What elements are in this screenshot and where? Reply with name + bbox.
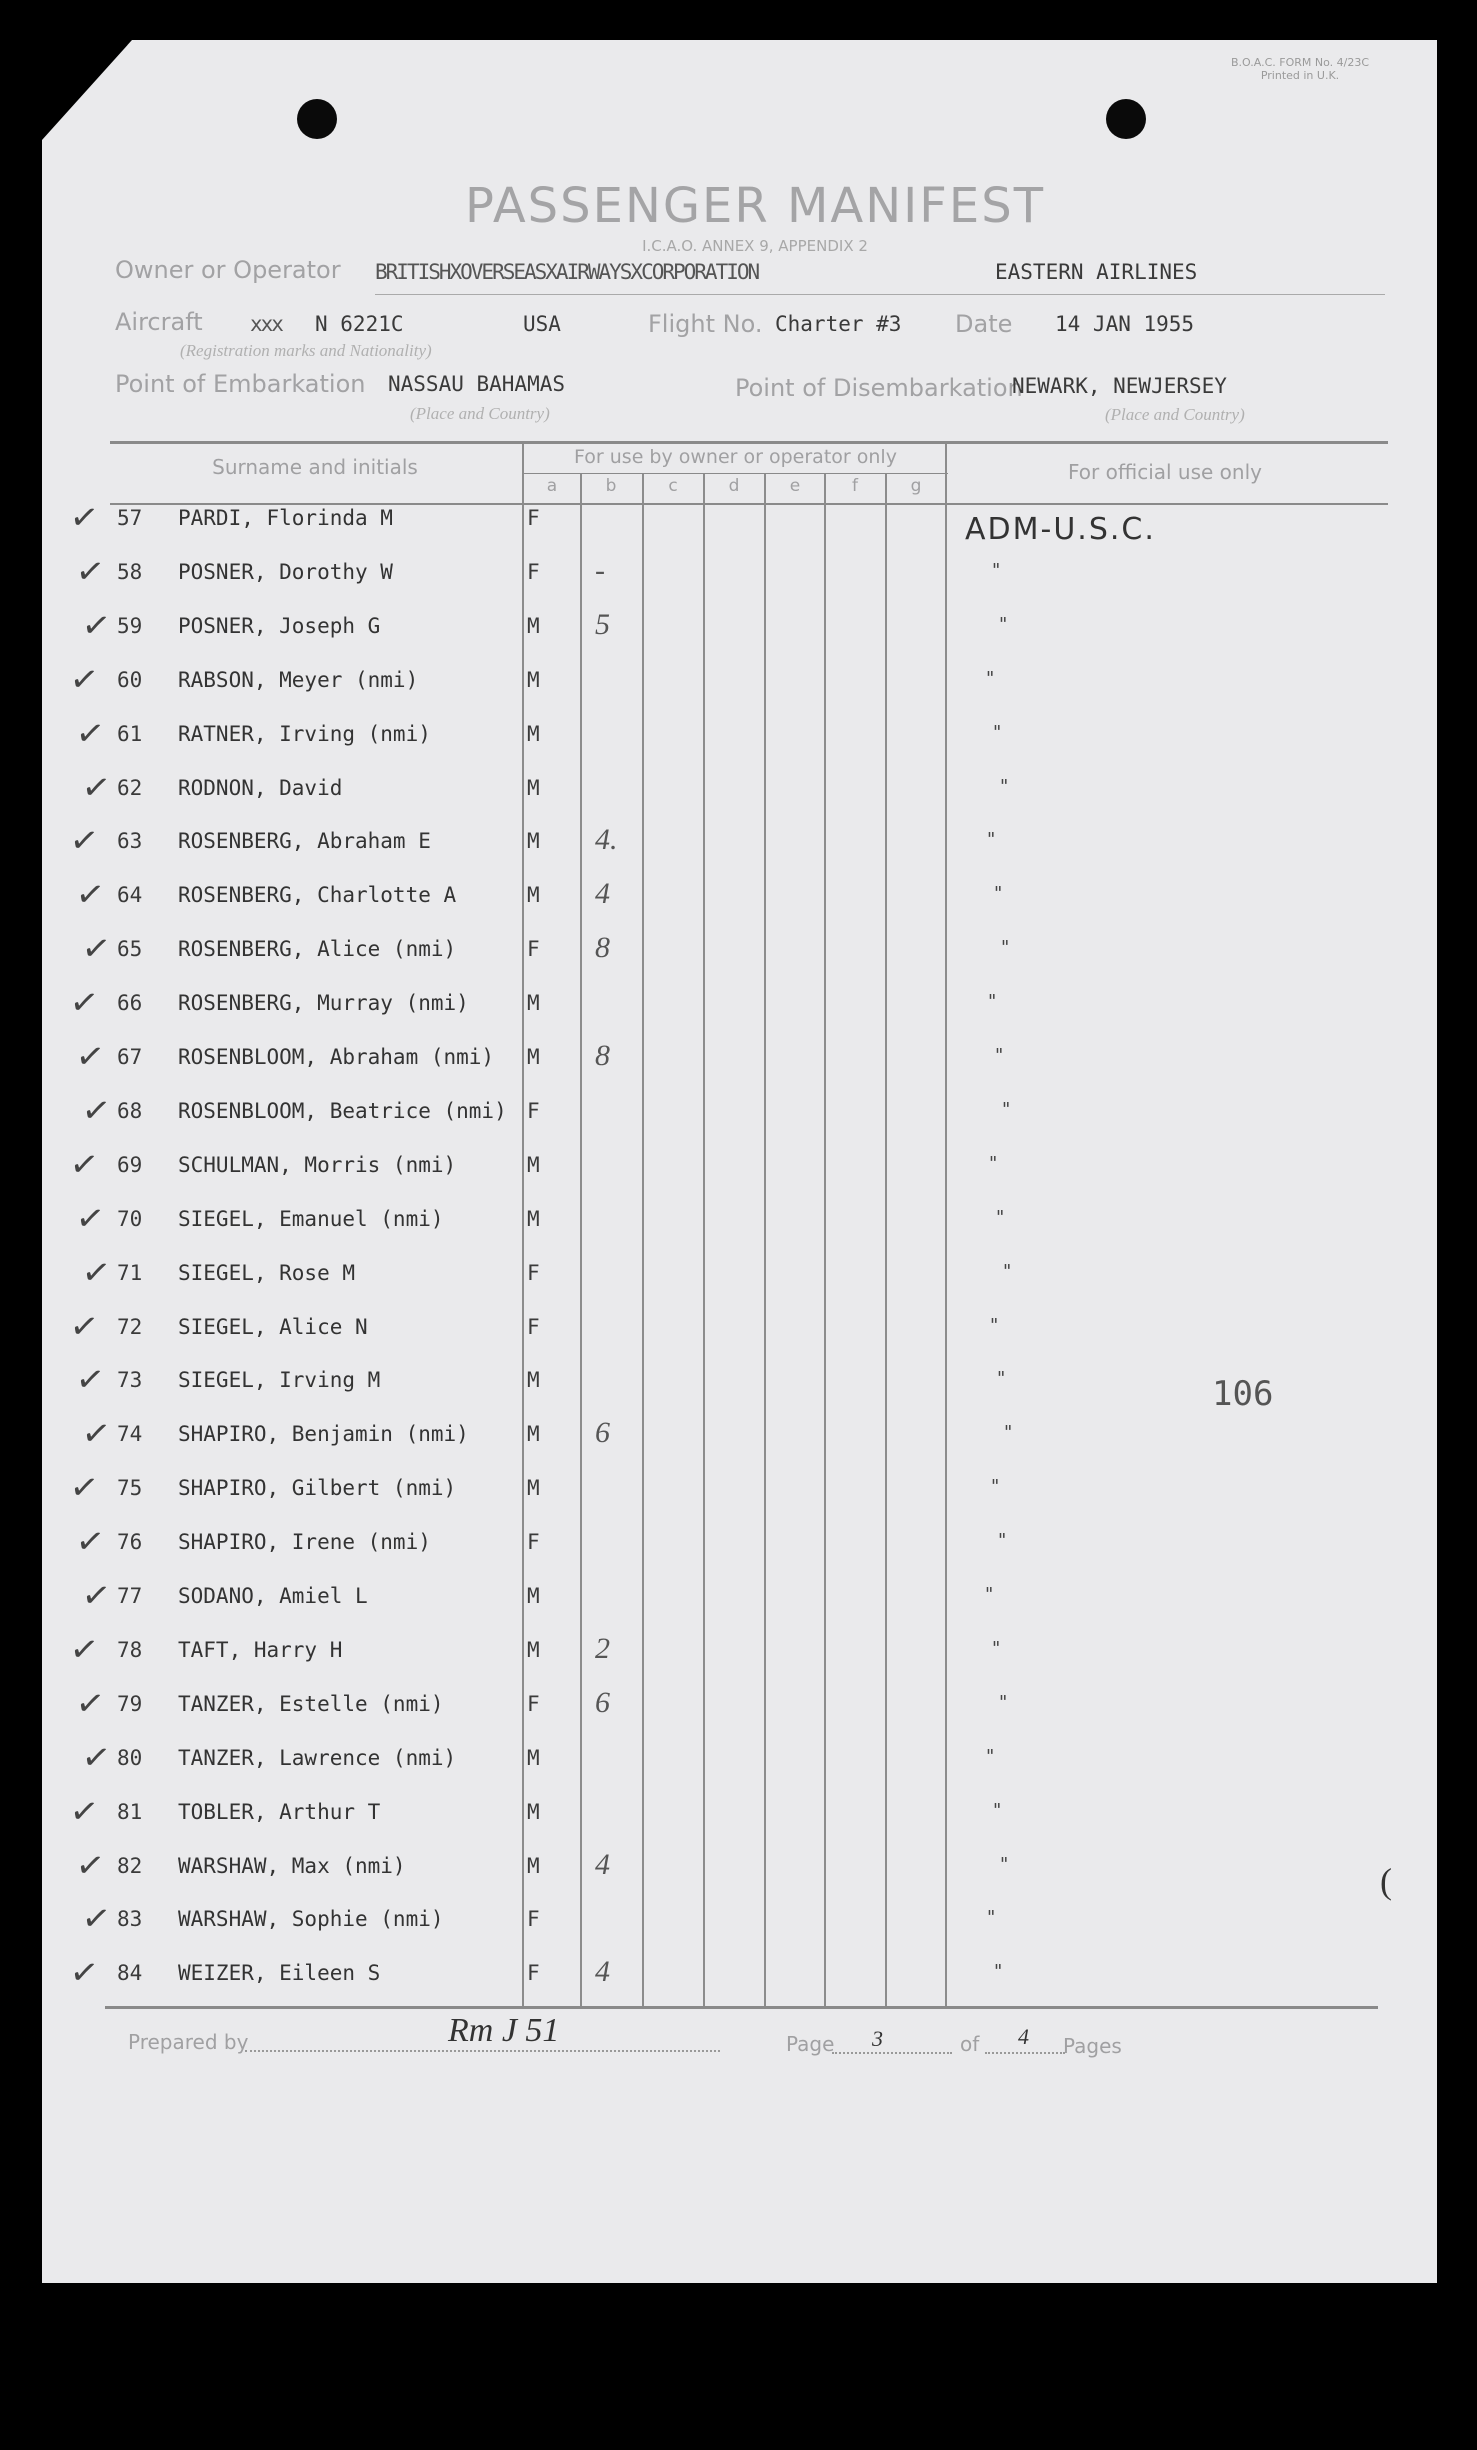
passenger-name: TOBLER, Arthur T [178, 1800, 381, 1824]
official-ditto-mark: " [1000, 776, 1009, 797]
operator-col-b: 6 [595, 1686, 610, 1719]
official-ditto-mark: " [996, 1207, 1005, 1228]
disembarkation-hint: (Place and Country) [1105, 405, 1245, 424]
col-divider-f [885, 474, 887, 2006]
check-mark-icon: ✓ [67, 1466, 102, 1510]
passenger-sex: M [527, 614, 540, 638]
operator-col-b: 5 [595, 608, 610, 641]
official-ditto-mark: " [993, 722, 1002, 743]
check-mark-icon: ✓ [79, 1251, 114, 1295]
official-ditto-mark: " [992, 1638, 1001, 1659]
official-ditto-mark: " [993, 1800, 1002, 1821]
subcol-a: a [546, 476, 558, 496]
passenger-name: PARDI, Florinda M [178, 506, 393, 530]
margin-mark: ( [1380, 1861, 1392, 1901]
passenger-sex: M [527, 1422, 540, 1446]
check-mark-icon: ✓ [73, 550, 108, 594]
col-divider-d [764, 474, 766, 2006]
operator-col-b: 4 [595, 1955, 610, 1988]
passenger-sex: F [527, 937, 540, 961]
passenger-sex: F [527, 1315, 540, 1339]
col-divider-e [824, 474, 826, 2006]
check-mark-icon: ✓ [79, 1089, 114, 1133]
operator-col-b: 6 [595, 1416, 610, 1449]
subcol-b: b [605, 476, 617, 496]
passenger-name: TANZER, Lawrence (nmi) [178, 1746, 457, 1770]
passenger-number: 82 [117, 1854, 143, 1878]
passenger-number: 63 [117, 829, 143, 853]
official-ditto-mark: " [992, 560, 1001, 581]
passenger-sex: M [527, 1476, 540, 1500]
passenger-name: RABSON, Meyer (nmi) [178, 668, 419, 692]
official-ditto-mark: " [987, 829, 996, 850]
passenger-sex: M [527, 1207, 540, 1231]
owner-underline [375, 294, 1385, 295]
passenger-name: ROSENBLOOM, Beatrice (nmi) [178, 1099, 507, 1123]
owner-label: Owner or Operator [115, 256, 341, 284]
embarkation-hint: (Place and Country) [410, 404, 550, 423]
passenger-name: TANZER, Estelle (nmi) [178, 1692, 444, 1716]
operator-col-b: 2 [595, 1632, 610, 1665]
passenger-sex: F [527, 1530, 540, 1554]
check-mark-icon: ✓ [67, 1951, 102, 1995]
passenger-number: 69 [117, 1153, 143, 1177]
passenger-number: 78 [117, 1638, 143, 1662]
page-label: Page [786, 2032, 835, 2056]
check-mark-icon: ✓ [73, 1197, 108, 1241]
operator-column-header: For use by owner or operator only [574, 446, 897, 468]
official-ditto-mark: " [999, 1692, 1008, 1713]
passenger-name: ROSENBERG, Abraham E [178, 829, 431, 853]
passenger-name: SIEGEL, Rose M [178, 1261, 356, 1285]
passenger-sex: F [527, 1961, 540, 1985]
official-ditto-mark: " [1003, 1261, 1012, 1282]
official-column-header: For official use only [1068, 460, 1262, 484]
operator-col-b: 4 [595, 1848, 610, 1881]
page-line [832, 2052, 952, 2054]
passenger-sex: M [527, 829, 540, 853]
passenger-name: SHAPIRO, Benjamin (nmi) [178, 1422, 469, 1446]
aircraft-nationality: USA [523, 312, 561, 336]
official-ditto-mark: " [1002, 1099, 1011, 1120]
subcol-c: c [668, 476, 678, 496]
passenger-name: POSNER, Joseph G [178, 614, 381, 638]
torn-corner [42, 40, 132, 140]
flight-value: Charter #3 [775, 312, 902, 336]
check-mark-icon: ✓ [67, 1143, 102, 1187]
passenger-sex: M [527, 1746, 540, 1770]
passenger-number: 72 [117, 1315, 143, 1339]
check-mark-icon: ✓ [73, 712, 108, 756]
official-ditto-mark: " [999, 614, 1008, 635]
official-ditto-mark: " [1004, 1422, 1013, 1443]
aircraft-registration: N 6221C [315, 312, 404, 336]
official-ditto-mark: " [988, 991, 997, 1012]
operator-col-b: 8 [595, 1039, 610, 1072]
flight-label: Flight No. [648, 310, 763, 338]
form-number: B.O.A.C. FORM No. 4/23C Printed in U.K. [1230, 56, 1369, 82]
of-label: of [960, 2032, 980, 2056]
passenger-number: 73 [117, 1368, 143, 1392]
official-ditto-mark: " [990, 1315, 999, 1336]
date-label: Date [955, 310, 1013, 338]
passenger-number: 61 [117, 722, 143, 746]
passenger-name: TAFT, Harry H [178, 1638, 343, 1662]
col-divider-official [945, 444, 947, 2006]
passenger-name: SCHULMAN, Morris (nmi) [178, 1153, 457, 1177]
passenger-sex: M [527, 991, 540, 1015]
col-divider-a [580, 474, 582, 2006]
check-mark-icon: ✓ [67, 496, 102, 540]
passenger-sex: M [527, 1854, 540, 1878]
col-divider-b [642, 474, 644, 2006]
col-divider-name [522, 444, 524, 2006]
passenger-name: SODANO, Amiel L [178, 1584, 368, 1608]
passenger-number: 60 [117, 668, 143, 692]
passenger-sex: M [527, 883, 540, 907]
official-ditto-mark: " [987, 1907, 996, 1928]
total-pages: 4 [1018, 2024, 1029, 2049]
passenger-sex: F [527, 1692, 540, 1716]
surname-column-header: Surname and initials [212, 455, 418, 479]
embarkation-value: NASSAU BAHAMAS [388, 372, 566, 396]
punch-hole-right [1106, 99, 1146, 139]
passenger-number: 68 [117, 1099, 143, 1123]
col-divider-c [703, 474, 705, 2006]
passenger-sex: F [527, 1907, 540, 1931]
passenger-name: SIEGEL, Irving M [178, 1368, 381, 1392]
date-value: 14 JAN 1955 [1055, 312, 1195, 336]
check-mark-icon: ✓ [67, 1305, 102, 1349]
passenger-number: 67 [117, 1045, 143, 1069]
passenger-number: 66 [117, 991, 143, 1015]
official-ditto-mark: " [998, 1530, 1007, 1551]
side-number: 106 [1212, 1374, 1274, 1414]
passenger-number: 79 [117, 1692, 143, 1716]
operator-col-b: - [595, 554, 605, 587]
passenger-name: WARSHAW, Max (nmi) [178, 1854, 406, 1878]
check-mark-icon: ✓ [73, 1358, 108, 1402]
passenger-number: 84 [117, 1961, 143, 1985]
passenger-name: ROSENBERG, Charlotte A [178, 883, 457, 907]
passenger-sex: M [527, 1584, 540, 1608]
official-ditto-mark: " [986, 668, 995, 689]
passenger-name: SHAPIRO, Gilbert (nmi) [178, 1476, 457, 1500]
pages-label: Pages [1063, 2034, 1122, 2058]
check-mark-icon: ✓ [79, 1412, 114, 1456]
operator-col-b: 4. [595, 823, 618, 856]
subcol-f: f [852, 476, 858, 496]
check-mark-icon: ✓ [73, 1682, 108, 1726]
passenger-number: 57 [117, 506, 143, 530]
passenger-name: ROSENBLOOM, Abraham (nmi) [178, 1045, 495, 1069]
subcol-d: d [728, 476, 740, 496]
passenger-sex: F [527, 1099, 540, 1123]
check-mark-icon: ✓ [67, 981, 102, 1025]
official-ditto-mark: " [1001, 937, 1010, 958]
passenger-name: POSNER, Dorothy W [178, 560, 393, 584]
check-mark-icon: ✓ [73, 1035, 108, 1079]
page-title: PASSENGER MANIFEST [464, 178, 1046, 234]
aircraft-label: Aircraft [115, 308, 203, 336]
passenger-name: ROSENBERG, Murray (nmi) [178, 991, 469, 1015]
table-bottom-rule [105, 2006, 1378, 2009]
passenger-number: 62 [117, 776, 143, 800]
prepared-by-label: Prepared by [128, 2030, 249, 2054]
passenger-name: WEIZER, Eileen S [178, 1961, 381, 1985]
official-ditto-mark: " [986, 1746, 995, 1767]
passenger-sex: M [527, 1800, 540, 1824]
passenger-name: WARSHAW, Sophie (nmi) [178, 1907, 444, 1931]
page-number: 3 [872, 2026, 883, 2051]
passenger-sex: M [527, 1368, 540, 1392]
passenger-name: SIEGEL, Emanuel (nmi) [178, 1207, 444, 1231]
table-top-rule [110, 441, 1388, 444]
passenger-number: 77 [117, 1584, 143, 1608]
aircraft-struck: xxx [250, 312, 282, 336]
passenger-sex: M [527, 722, 540, 746]
passenger-number: 58 [117, 560, 143, 584]
check-mark-icon: ✓ [79, 604, 114, 648]
check-mark-icon: ✓ [79, 1897, 114, 1941]
check-mark-icon: ✓ [73, 873, 108, 917]
passenger-number: 65 [117, 937, 143, 961]
page-subtitle: I.C.A.O. ANNEX 9, APPENDIX 2 [642, 237, 868, 255]
passenger-number: 81 [117, 1800, 143, 1824]
check-mark-icon: ✓ [73, 1520, 108, 1564]
subcol-e: e [789, 476, 801, 496]
official-ditto-mark: " [994, 1961, 1003, 1982]
check-mark-icon: ✓ [67, 1628, 102, 1672]
passenger-name: RODNON, David [178, 776, 343, 800]
owner-struck-text: BRITISHXOVERSEASXAIRWAYSXCORPORATION [375, 260, 759, 284]
passenger-sex: F [527, 506, 540, 530]
check-mark-icon: ✓ [67, 819, 102, 863]
passenger-name: ROSENBERG, Alice (nmi) [178, 937, 457, 961]
passenger-name: RATNER, Irving (nmi) [178, 722, 431, 746]
passenger-number: 64 [117, 883, 143, 907]
official-ditto-mark: " [991, 1476, 1000, 1497]
official-annotation: ADM-U.S.C. [965, 512, 1156, 547]
official-ditto-mark: " [1000, 1854, 1009, 1875]
aircraft-hint: (Registration marks and Nationality) [180, 341, 432, 360]
passenger-number: 71 [117, 1261, 143, 1285]
table-header-rule [110, 503, 1388, 505]
check-mark-icon: ✓ [79, 927, 114, 971]
punch-hole-left [297, 99, 337, 139]
passenger-sex: M [527, 1638, 540, 1662]
passenger-sex: M [527, 776, 540, 800]
passenger-sex: M [527, 1153, 540, 1177]
official-ditto-mark: " [985, 1584, 994, 1605]
check-mark-icon: ✓ [79, 1574, 114, 1618]
of-line [985, 2052, 1065, 2054]
check-mark-icon: ✓ [73, 1844, 108, 1888]
prepared-by-signature: Rm J 51 [448, 2012, 560, 2049]
passenger-number: 74 [117, 1422, 143, 1446]
passenger-number: 83 [117, 1907, 143, 1931]
passenger-sex: F [527, 1261, 540, 1285]
operator-col-b: 4 [595, 877, 610, 910]
passenger-number: 80 [117, 1746, 143, 1770]
operator-col-b: 8 [595, 931, 610, 964]
passenger-sex: F [527, 560, 540, 584]
embarkation-label: Point of Embarkation [115, 370, 366, 398]
subcol-g: g [910, 476, 922, 496]
disembarkation-label: Point of Disembarkation [735, 374, 1023, 402]
passenger-number: 59 [117, 614, 143, 638]
check-mark-icon: ✓ [79, 1736, 114, 1780]
check-mark-icon: ✓ [67, 658, 102, 702]
passenger-sex: M [527, 668, 540, 692]
passenger-number: 76 [117, 1530, 143, 1554]
passenger-number: 75 [117, 1476, 143, 1500]
check-mark-icon: ✓ [67, 1790, 102, 1834]
disembarkation-value: NEWARK, NEWJERSEY [1012, 374, 1227, 398]
passenger-name: SIEGEL, Alice N [178, 1315, 368, 1339]
prepared-by-line [245, 2050, 720, 2052]
passenger-sex: M [527, 1045, 540, 1069]
passenger-number: 70 [117, 1207, 143, 1231]
official-ditto-mark: " [995, 1045, 1004, 1066]
passenger-name: SHAPIRO, Irene (nmi) [178, 1530, 431, 1554]
check-mark-icon: ✓ [79, 766, 114, 810]
official-ditto-mark: " [989, 1153, 998, 1174]
official-ditto-mark: " [994, 883, 1003, 904]
official-ditto-mark: " [997, 1368, 1006, 1389]
owner-value: EASTERN AIRLINES [995, 260, 1198, 284]
